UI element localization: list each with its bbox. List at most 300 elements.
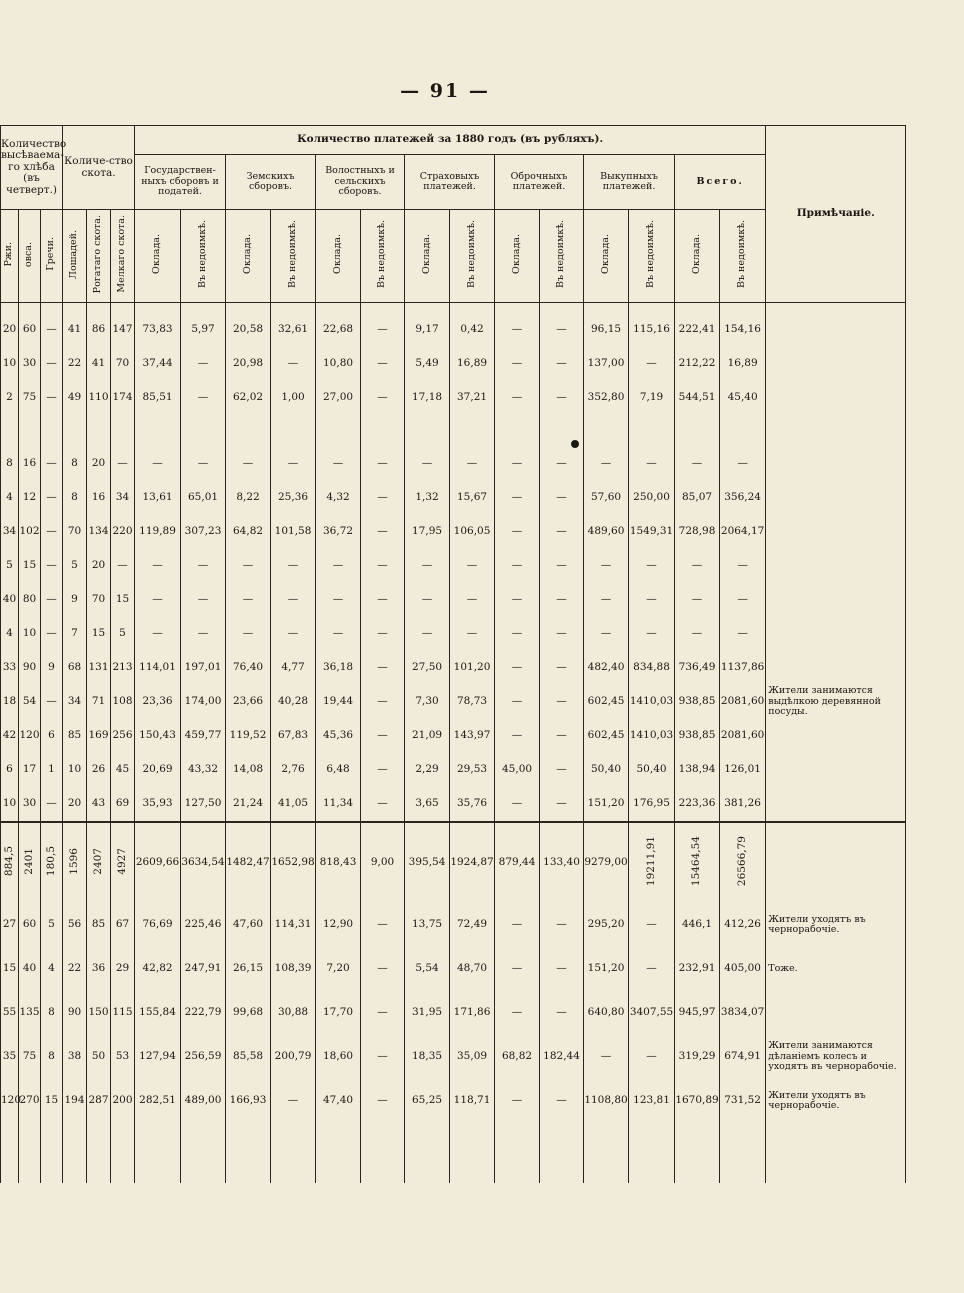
table-cell: 106,05	[450, 515, 495, 549]
table-cell	[135, 415, 181, 447]
table-cell: —	[629, 1035, 675, 1079]
table-cell: 412,26	[720, 903, 766, 947]
leaf-header-label: Въ недоимкѣ.	[645, 220, 657, 289]
table-row	[1, 991, 906, 1035]
table-cell: 10,80	[316, 347, 361, 381]
leaf-header-6	[135, 210, 181, 303]
table-cell: —	[271, 617, 316, 651]
table-cell: 213	[111, 651, 135, 685]
table-cell: —	[181, 549, 226, 583]
total-value: 4927	[115, 847, 128, 875]
table-cell: 102	[19, 515, 41, 549]
table-cell: 155,84	[135, 991, 181, 1035]
table-cell: 256,59	[181, 1035, 226, 1079]
table-cell: 1137,86	[720, 651, 766, 685]
table-cell: —	[540, 515, 584, 549]
table-cell: 34	[111, 481, 135, 515]
table-cell: 47,40	[316, 1079, 361, 1123]
table-cell: 7,30	[405, 685, 450, 719]
table-cell: 16	[87, 481, 111, 515]
table-cell: 115	[111, 991, 135, 1035]
table-cell: —	[361, 1079, 405, 1123]
table-cell: 16,89	[720, 347, 766, 381]
total-value: 26566,79	[735, 836, 748, 887]
table-cell: 60	[19, 313, 41, 347]
table-cell: 38	[63, 1035, 87, 1079]
table-cell: —	[316, 447, 361, 481]
table-cell: 8	[63, 447, 87, 481]
table-cell	[41, 415, 63, 447]
table-cell: 20	[87, 447, 111, 481]
table-cell: —	[405, 617, 450, 651]
table-cell: 40,28	[271, 685, 316, 719]
table-cell: 15	[41, 1079, 63, 1123]
table-cell: —	[495, 947, 540, 991]
table-row	[1, 903, 906, 947]
table-cell	[675, 415, 720, 447]
table-cell: 1108,80	[584, 1079, 629, 1123]
leaf-header-14	[495, 210, 540, 303]
table-cell: 7	[63, 617, 87, 651]
table-row	[1, 1079, 906, 1123]
table-cell: 34	[1, 515, 19, 549]
table-cell: 2	[1, 381, 19, 415]
table-cell: —	[181, 381, 226, 415]
table-cell: —	[361, 753, 405, 787]
table-row	[1, 787, 906, 822]
table-cell: —	[584, 617, 629, 651]
table-cell: 57,60	[584, 481, 629, 515]
table-cell: 256	[111, 719, 135, 753]
table-cell: 30	[19, 787, 41, 822]
table-cell: 49	[63, 381, 87, 415]
table-cell: —	[361, 947, 405, 991]
total-value: 19211,91	[644, 836, 657, 887]
table-cell	[63, 415, 87, 447]
table-cell: 90	[19, 651, 41, 685]
table-cell: 938,85	[675, 719, 720, 753]
table-cell	[19, 822, 41, 903]
table-cell: 36,72	[316, 515, 361, 549]
table-cell: 4,77	[271, 651, 316, 685]
table-cell: 137,00	[584, 347, 629, 381]
table-row	[1, 719, 906, 753]
table-cell: 115,16	[629, 313, 675, 347]
table-cell: 212,22	[675, 347, 720, 381]
table-cell: 35,76	[450, 787, 495, 822]
table-cell: 1,00	[271, 381, 316, 415]
table-cell: 818,43	[316, 822, 361, 903]
table-cell: 30,88	[271, 991, 316, 1035]
table-cell: 27,00	[316, 381, 361, 415]
table-cell: —	[361, 481, 405, 515]
table-cell: 45,40	[720, 381, 766, 415]
table-cell: 85,58	[226, 1035, 271, 1079]
note-cell	[766, 549, 906, 583]
table-cell: —	[271, 347, 316, 381]
table-cell: 12	[19, 481, 41, 515]
table-cell: 154,16	[720, 313, 766, 347]
table-cell: 50,40	[584, 753, 629, 787]
table-cell: 222,79	[181, 991, 226, 1035]
table-cell: —	[361, 651, 405, 685]
table-cell: 938,85	[675, 685, 720, 719]
table-cell: —	[361, 347, 405, 381]
table-cell: 12,90	[316, 903, 361, 947]
table-cell: 50,40	[629, 753, 675, 787]
table-cell: —	[584, 583, 629, 617]
table-cell	[1, 822, 19, 903]
table-cell: —	[181, 583, 226, 617]
table-cell: 62,02	[226, 381, 271, 415]
table-cell: 287	[87, 1079, 111, 1123]
table-cell: 728,98	[675, 515, 720, 549]
note-cell	[766, 481, 906, 515]
table-cell: 1549,31	[629, 515, 675, 549]
table-cell	[63, 822, 87, 903]
table-cell: 126,01	[720, 753, 766, 787]
table-cell	[87, 415, 111, 447]
leaf-header-label: Оклада.	[241, 234, 253, 275]
note-cell: Жители уходятъ въ чернорабочіе.	[766, 1079, 906, 1123]
table-cell: 150	[87, 991, 111, 1035]
table-cell: 32,61	[271, 313, 316, 347]
table-cell: 489,60	[584, 515, 629, 549]
table-cell: 85	[87, 903, 111, 947]
table-cell: 1670,89	[675, 1079, 720, 1123]
ink-dot	[571, 440, 579, 448]
table-cell: —	[584, 549, 629, 583]
table-cell: 23,66	[226, 685, 271, 719]
leaf-header-7	[181, 210, 226, 303]
table-cell: 134	[87, 515, 111, 549]
table-cell: 53	[111, 1035, 135, 1079]
table-cell: 1924,87	[450, 822, 495, 903]
table-cell: —	[495, 347, 540, 381]
table-cell: —	[41, 583, 63, 617]
table-cell: —	[361, 991, 405, 1035]
total-value: 15464,54	[690, 836, 703, 887]
table-cell: 352,80	[584, 381, 629, 415]
leaf-header-label: Ржи.	[3, 241, 15, 267]
leaf-header-1	[19, 210, 41, 303]
category-redemption: Выкупныхъ платежей.	[584, 155, 675, 210]
leaf-header-label: Въ недоимкѣ.	[465, 220, 477, 289]
table-cell: —	[135, 617, 181, 651]
table-cell	[584, 415, 629, 447]
table-cell: 13,61	[135, 481, 181, 515]
table-cell	[316, 415, 361, 447]
table-cell: —	[629, 347, 675, 381]
table-cell: 120	[19, 719, 41, 753]
table-cell: 446,1	[675, 903, 720, 947]
table-cell: 5	[111, 617, 135, 651]
table-cell: 6	[41, 719, 63, 753]
leaf-header-17	[629, 210, 675, 303]
table-cell: 6	[1, 753, 19, 787]
table-cell: 42	[1, 719, 19, 753]
table-cell: 544,51	[675, 381, 720, 415]
table-cell: 20,98	[226, 347, 271, 381]
table-cell: 85,07	[675, 481, 720, 515]
table-cell: 2081,60	[720, 685, 766, 719]
table-cell: —	[495, 685, 540, 719]
table-cell: 4,32	[316, 481, 361, 515]
table-cell: 86	[87, 313, 111, 347]
table-cell: 17,70	[316, 991, 361, 1035]
table-cell: 138,94	[675, 753, 720, 787]
leaf-header-label: Мелкаго скота.	[116, 215, 128, 294]
table-cell: 1482,47	[226, 822, 271, 903]
table-cell: 602,45	[584, 719, 629, 753]
table-row	[1, 515, 906, 549]
table-cell: 319,29	[675, 1035, 720, 1079]
table-cell: —	[540, 447, 584, 481]
table-cell: 119,89	[135, 515, 181, 549]
table-cell: 120	[1, 1079, 19, 1123]
table-cell: 225,46	[181, 903, 226, 947]
table-cell	[495, 415, 540, 447]
leaf-header-10	[316, 210, 361, 303]
table-cell: 9279,00	[584, 822, 629, 903]
leaf-header-label: Оклада.	[331, 234, 343, 275]
table-cell: —	[495, 787, 540, 822]
table-cell: 41,05	[271, 787, 316, 822]
table-cell: —	[361, 549, 405, 583]
table-cell: —	[361, 381, 405, 415]
table-cell: —	[361, 903, 405, 947]
leaf-header-2	[41, 210, 63, 303]
category-zemstvo: Земскихъ сборовъ.	[226, 155, 316, 210]
table-cell: —	[361, 447, 405, 481]
table-cell: 1,32	[405, 481, 450, 515]
table-cell: —	[540, 651, 584, 685]
note-cell	[766, 583, 906, 617]
table-cell: 1652,98	[271, 822, 316, 903]
table-cell: —	[540, 753, 584, 787]
table-cell: 5	[1, 549, 19, 583]
table-cell: —	[271, 447, 316, 481]
table-cell: 282,51	[135, 1079, 181, 1123]
leaf-header-label: овса.	[23, 241, 35, 267]
table-cell: —	[41, 447, 63, 481]
table-cell	[87, 822, 111, 903]
table-cell: 108,39	[271, 947, 316, 991]
table-row	[1, 549, 906, 583]
table-cell: 7,19	[629, 381, 675, 415]
table-cell: —	[135, 549, 181, 583]
table-cell: 99,68	[226, 991, 271, 1035]
table-cell: —	[495, 1079, 540, 1123]
note-cell	[766, 515, 906, 549]
table-cell: 17	[19, 753, 41, 787]
table-cell: —	[495, 583, 540, 617]
table-cell: 640,80	[584, 991, 629, 1035]
note-cell	[766, 347, 906, 381]
table-cell: 9,17	[405, 313, 450, 347]
table-cell: —	[41, 617, 63, 651]
table-cell: 26,15	[226, 947, 271, 991]
table-cell: —	[41, 381, 63, 415]
table-cell: —	[405, 583, 450, 617]
table-cell: 3834,07	[720, 991, 766, 1035]
table-cell: 36,18	[316, 651, 361, 685]
table-cell: —	[495, 549, 540, 583]
table-cell: 26	[87, 753, 111, 787]
table-cell: —	[540, 719, 584, 753]
category-volost: Волостныхъ и сельскихъ сборовъ.	[316, 155, 405, 210]
table-cell: 194	[63, 1079, 87, 1123]
table-row	[1, 617, 906, 651]
category-state-taxes: Государствен-ныхъ сборовъ и податей.	[135, 155, 226, 210]
table-cell: —	[41, 347, 63, 381]
table-cell: 15	[111, 583, 135, 617]
table-cell: —	[540, 347, 584, 381]
table-cell: —	[540, 991, 584, 1035]
table-cell: 135	[19, 991, 41, 1035]
table-cell: 169	[87, 719, 111, 753]
table-cell: 174,00	[181, 685, 226, 719]
table-cell: 85	[63, 719, 87, 753]
category-insurance: Страховыхъ платежей.	[405, 155, 495, 210]
table-cell: —	[629, 903, 675, 947]
leaf-header-4	[87, 210, 111, 303]
leaf-header-8	[226, 210, 271, 303]
table-cell: 1410,03	[629, 719, 675, 753]
table-cell: —	[540, 313, 584, 347]
table-cell: —	[495, 903, 540, 947]
note-cell	[766, 313, 906, 347]
table-cell: 114,01	[135, 651, 181, 685]
statistics-table	[0, 125, 906, 1183]
leaf-header-0	[1, 210, 19, 303]
table-cell: 15	[1, 947, 19, 991]
table-cell: 10	[1, 787, 19, 822]
table-cell: 22	[63, 347, 87, 381]
table-cell: 68	[63, 651, 87, 685]
table-cell: 41	[87, 347, 111, 381]
table-cell: —	[629, 549, 675, 583]
table-cell: —	[540, 1079, 584, 1123]
table-cell	[111, 415, 135, 447]
table-cell: 151,20	[584, 947, 629, 991]
table-cell: —	[675, 549, 720, 583]
table-cell	[629, 415, 675, 447]
table-row	[1, 1035, 906, 1079]
table-cell: 736,49	[675, 651, 720, 685]
leaf-header-label: Лошадей.	[68, 229, 80, 279]
table-cell: 27	[1, 903, 19, 947]
table-cell: —	[361, 583, 405, 617]
total-value: 1596	[67, 847, 80, 875]
table-cell: 222,41	[675, 313, 720, 347]
table-cell: 27,50	[405, 651, 450, 685]
table-cell: 405,00	[720, 947, 766, 991]
category-quitrent: Оброчныхъ платежей.	[495, 155, 584, 210]
note-cell: Тоже.	[766, 947, 906, 991]
table-cell: 247,91	[181, 947, 226, 991]
table-cell: 50	[87, 1035, 111, 1079]
table-cell: —	[226, 583, 271, 617]
total-value: 180,5	[44, 846, 57, 877]
note-cell	[766, 617, 906, 651]
table-cell: 110	[87, 381, 111, 415]
note-cell	[766, 991, 906, 1035]
table-cell: 65,25	[405, 1079, 450, 1123]
table-cell: —	[226, 617, 271, 651]
table-cell: —	[41, 313, 63, 347]
leaf-header-13	[450, 210, 495, 303]
table-cell: —	[495, 313, 540, 347]
note-cell	[766, 719, 906, 753]
table-cell: 133,40	[540, 822, 584, 903]
leaf-header-12	[405, 210, 450, 303]
table-row	[1, 583, 906, 617]
table-cell: 23,36	[135, 685, 181, 719]
table-cell: 19,44	[316, 685, 361, 719]
table-cell: —	[41, 481, 63, 515]
table-cell: 6,48	[316, 753, 361, 787]
table-cell: —	[361, 617, 405, 651]
table-row	[1, 415, 906, 447]
table-cell: —	[495, 515, 540, 549]
table-cell: 131	[87, 651, 111, 685]
table-cell: 67	[111, 903, 135, 947]
table-cell: 2609,66	[135, 822, 181, 903]
leaf-header-label: Въ недоимкѣ.	[286, 220, 298, 289]
table-cell: 48,70	[450, 947, 495, 991]
table-cell: 37,21	[450, 381, 495, 415]
note-cell	[766, 753, 906, 787]
table-cell: 15	[87, 617, 111, 651]
table-cell: 21,24	[226, 787, 271, 822]
total-value: 2407	[91, 847, 104, 875]
table-cell: —	[181, 617, 226, 651]
table-cell: 118,71	[450, 1079, 495, 1123]
table-cell: 3407,55	[629, 991, 675, 1035]
table-cell: 0,42	[450, 313, 495, 347]
table-cell: —	[181, 347, 226, 381]
table-cell: 17,18	[405, 381, 450, 415]
table-cell: 35,93	[135, 787, 181, 822]
table-cell	[720, 415, 766, 447]
table-cell: —	[450, 583, 495, 617]
livestock-group-header: Количе-ство скота.	[63, 126, 135, 210]
table-cell: 307,23	[181, 515, 226, 549]
table-cell: 8	[41, 991, 63, 1035]
table-cell: 270	[19, 1079, 41, 1123]
table-cell: 35	[1, 1035, 19, 1079]
table-cell: —	[540, 685, 584, 719]
table-cell: 29,53	[450, 753, 495, 787]
table-cell: 22,68	[316, 313, 361, 347]
table-cell: 20	[63, 787, 87, 822]
table-cell	[675, 822, 720, 903]
table-cell: 8	[63, 481, 87, 515]
table-cell: 2,76	[271, 753, 316, 787]
table-cell: 4	[1, 481, 19, 515]
table-cell: —	[629, 947, 675, 991]
table-cell: 114,31	[271, 903, 316, 947]
table-cell: 85,51	[135, 381, 181, 415]
table-cell: 70	[87, 583, 111, 617]
table-cell: 25,36	[271, 481, 316, 515]
leaf-header-label: Оклада.	[690, 234, 702, 275]
table-cell: 674,91	[720, 1035, 766, 1079]
table-cell: 43,32	[181, 753, 226, 787]
table-cell: —	[316, 549, 361, 583]
table-cell: 45	[111, 753, 135, 787]
